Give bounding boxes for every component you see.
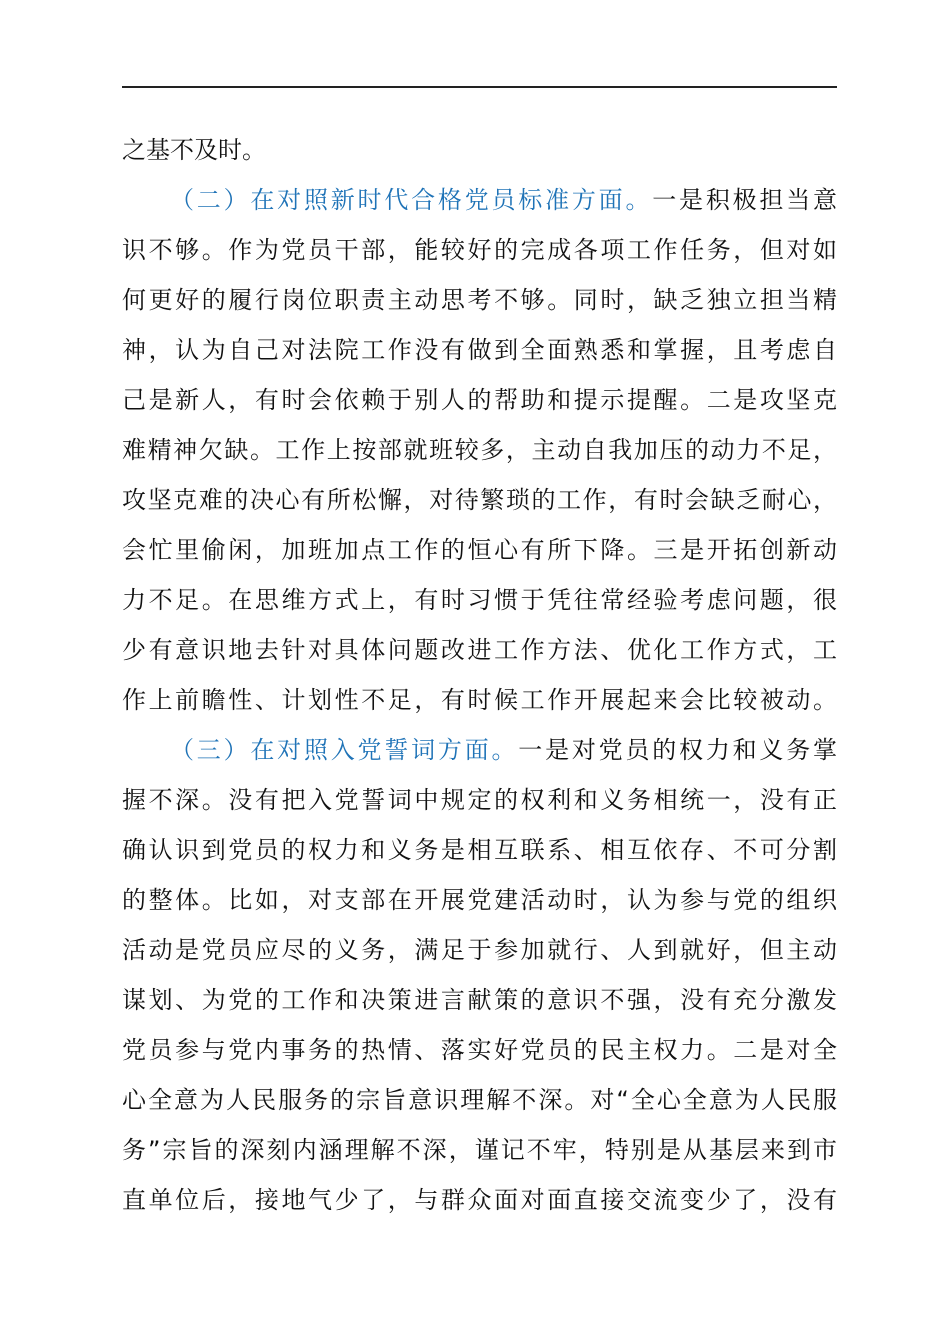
text-line (122, 125, 837, 175)
body-text: 少有意识地去针对具体问题改进工作方法、优化工作方式，工 (122, 636, 837, 664)
body-text: 会忙里偷闲，加班加点工作的恒心有所下降。三是开拓创新动 (122, 536, 837, 564)
text-line (122, 225, 837, 275)
body-text: 党员参与党内事务的热情、落实好党员的民主权力。二是对全 (122, 1036, 837, 1064)
text-line (122, 825, 837, 875)
body-text: 一是对党员的权力和义务掌 (518, 736, 838, 764)
text-line (122, 425, 837, 475)
text-line (122, 925, 837, 975)
document-page (122, 125, 837, 1225)
text-line (122, 875, 837, 925)
text-line (122, 175, 837, 225)
text-line (122, 475, 837, 525)
section-heading: （二）在对照新时代合格党员标准方面。 (170, 186, 653, 214)
body-text: 之基不及时。 (122, 136, 266, 164)
body-text: 务”宗旨的深刻内涵理解不深，谨记不牢，特别是从基层来到市 (122, 1136, 837, 1164)
body-text: 识不够。作为党员干部，能较好的完成各项工作任务，但对如 (122, 236, 837, 264)
section-heading: （三）在对照入党誓词方面。 (170, 736, 519, 764)
text-line (122, 525, 837, 575)
text-line (122, 775, 837, 825)
text-line (122, 575, 837, 625)
body-text: 攻坚克难的决心有所松懈，对待繁琐的工作，有时会缺乏耐心， (122, 486, 837, 514)
text-line (122, 275, 837, 325)
body-text: 一是积极担当意 (652, 186, 837, 214)
text-line (122, 1025, 837, 1075)
body-text: 直单位后，接地气少了，与群众面对面直接交流变少了，没有 (122, 1186, 837, 1214)
body-text: 心全意为人民服务的宗旨意识理解不深。对“全心全意为人民服 (122, 1086, 837, 1114)
text-line (122, 725, 837, 775)
document-body (122, 125, 837, 1225)
body-text: 确认识到党员的权力和义务是相互联系、相互依存、不可分割 (122, 836, 837, 864)
body-text: 活动是党员应尽的义务，满足于参加就行、人到就好，但主动 (122, 936, 837, 964)
body-text: 谋划、为党的工作和决策进言献策的意识不强，没有充分激发 (122, 986, 837, 1014)
body-text: 神，认为自己对法院工作没有做到全面熟悉和掌握，且考虑自 (122, 336, 837, 364)
body-text: 难精神欠缺。工作上按部就班较多，主动自我加压的动力不足， (122, 436, 837, 464)
text-line (122, 975, 837, 1025)
text-line (122, 1175, 837, 1225)
body-text: 的整体。比如，对支部在开展党建活动时，认为参与党的组织 (122, 886, 837, 914)
body-text: 己是新人，有时会依赖于别人的帮助和提示提醒。二是攻坚克 (122, 386, 837, 414)
text-line (122, 325, 837, 375)
body-text: 力不足。在思维方式上，有时习惯于凭往常经验考虑问题，很 (122, 586, 837, 614)
text-line (122, 675, 837, 725)
text-line (122, 375, 837, 425)
body-text: 何更好的履行岗位职责主动思考不够。同时，缺乏独立担当精 (122, 286, 837, 314)
header-rule (122, 86, 837, 88)
text-line (122, 1125, 837, 1175)
body-text: 作上前瞻性、计划性不足，有时候工作开展起来会比较被动。 (122, 686, 837, 714)
text-line (122, 1075, 837, 1125)
text-line (122, 625, 837, 675)
body-text: 握不深。没有把入党誓词中规定的权利和义务相统一，没有正 (122, 786, 837, 814)
